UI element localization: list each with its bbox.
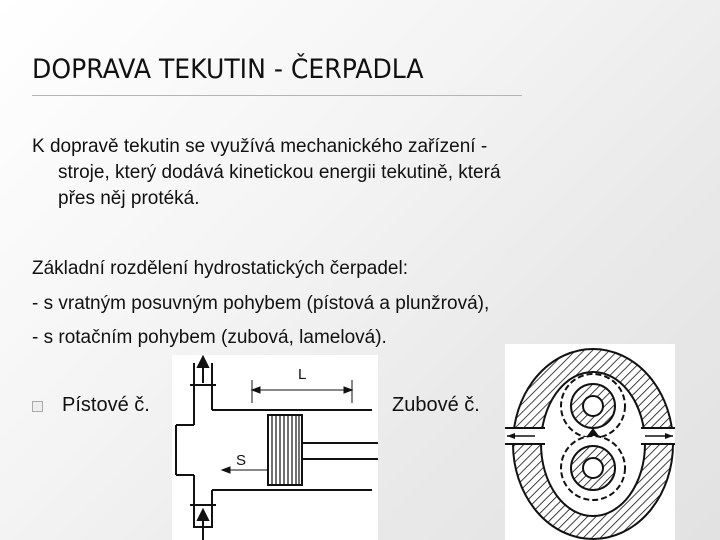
gear-pump-drawing bbox=[505, 344, 675, 540]
intro-line-3: přes něj protéká. bbox=[58, 188, 200, 209]
classification-item-reciprocating: - s vratným posuvným pohybem (pístová a plunžrová), bbox=[32, 293, 490, 314]
intro-line-1: K dopravě tekutin se využívá mechanického zařízení - bbox=[32, 136, 488, 157]
dimension-label-L: L bbox=[298, 366, 307, 383]
label-piston-pump: Pístové č. bbox=[62, 394, 150, 416]
label-gear-pump: Zubové č. bbox=[392, 394, 480, 416]
piston-pump-figure bbox=[172, 355, 378, 540]
slide-title: DOPRAVA TEKUTIN - ČERPADLA bbox=[32, 54, 424, 85]
piston-pump-drawing bbox=[172, 355, 378, 540]
gear-pump-figure bbox=[505, 344, 675, 540]
intro-line-2: stroje, který dodává kinetickou energii tekutině, která bbox=[58, 162, 501, 183]
classification-item-rotary: - s rotačním pohybem (zubová, lamelová). bbox=[32, 327, 387, 348]
dimension-label-S: S bbox=[236, 452, 247, 469]
bullet-square bbox=[32, 401, 43, 412]
title-underline bbox=[32, 95, 522, 96]
classification-heading: Základní rozdělení hydrostatických čerpadel: bbox=[32, 258, 408, 279]
